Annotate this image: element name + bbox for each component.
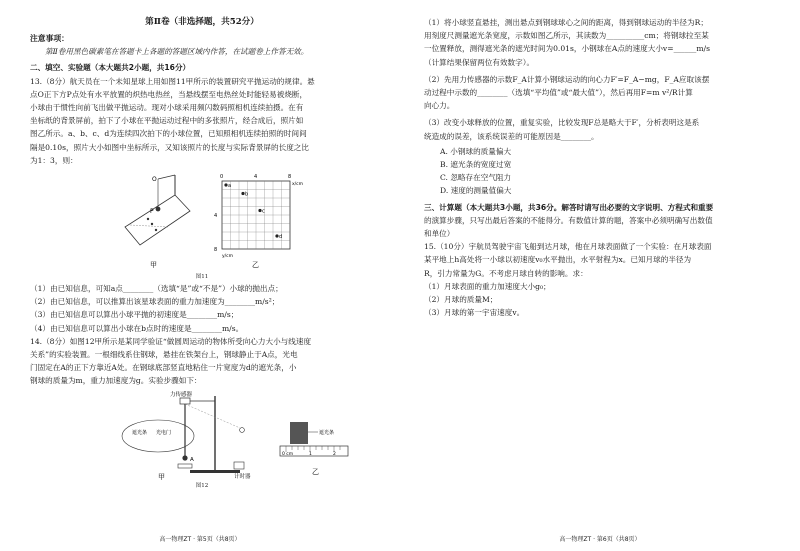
q15-stem <box>424 240 776 280</box>
q14-part2-line: （2）先用力传感器的示数F_A计算小钢球运动的向心力F′=F_A−mg，F_A应取该摆 <box>424 74 710 84</box>
fig12-sensor-label: 力传感器 <box>170 391 193 398</box>
section-three-line: 和单位） <box>424 229 455 239</box>
fig11-tick-y8: 8 <box>214 247 218 254</box>
fig11-label-b: b <box>245 191 249 198</box>
fig11-label-c: c <box>262 208 265 215</box>
q13-line: 图乙所示。a、b、c、d为连续四次拍下的小球位置，已知照相机连续拍照的时间间 <box>30 129 307 139</box>
q14-part1-line: 一位置释放，测得遮光条的遮光时间为0.01s，小钢球在A点的速度大小v=______m/s <box>424 44 711 54</box>
figure-12-caption: 图12 <box>195 482 209 489</box>
q15-sub-3: （3）月球的第一宇宙速度v。 <box>424 308 525 318</box>
q13-stem <box>30 75 374 167</box>
figure-11 <box>30 167 374 273</box>
fig11-label-jia: 甲 <box>150 261 157 270</box>
option-d: D. 速度的测量值偏大 <box>440 186 512 196</box>
notice-text: 第Ⅱ卷用黑色碳素笔在答题卡上各题的答题区域内作答，在试题卷上作答无效。 <box>45 47 309 57</box>
left-footer: 高一物理ZT · 第5页（共8页） <box>159 536 241 543</box>
fig11-tick-x0: 0 <box>220 174 224 181</box>
q14-part1 <box>424 16 776 69</box>
fig12-shield-label-b: 遮光条 <box>319 429 335 436</box>
q14-part1-line: 用刻度尺测量遮光条宽度，示数如图乙所示，其读数为__________cm；将钢球拉至某 <box>424 31 709 41</box>
q15-line: 15.（10分）宇航员驾驶宇宙飞船到达月球，他在月球表面做了一个实验：在月球表面 <box>424 242 712 252</box>
q13-sub-1: （1）由已知信息，可知a点________（选填“是”或“不是”）小球的抛出点； <box>30 284 283 294</box>
fig11-y-unit: y/cm <box>222 254 234 260</box>
figure-11-caption: 图11 <box>195 274 209 281</box>
section-three <box>424 201 776 241</box>
q14-part3-line: （3）改变小球释放的位置，重复实验，比较发现F总是略大于F′，分析表明这是系 <box>424 118 700 128</box>
q14-stem <box>30 335 374 388</box>
fig11-tick-x8: 8 <box>288 174 292 181</box>
figure-12-drawing <box>30 388 374 480</box>
fig12-label-jia: 甲 <box>158 472 165 480</box>
q13-sub-4: （4）由已知信息可以算出小球在b点时的速度是________m/s。 <box>30 323 244 333</box>
fig11-label-a: a <box>228 183 232 190</box>
fig12-ruler <box>280 422 348 476</box>
notice-heading: 注意事项： <box>30 34 69 43</box>
right-footer: 高一物理ZT · 第6页（共8页） <box>559 536 641 543</box>
fig12-label-A: A <box>190 456 194 463</box>
q14-options <box>424 145 776 198</box>
fig12-timer-label: 计时器 <box>234 473 251 480</box>
section-three-heading: 三、计算题（本大题共3小题，共36分。解答时请写出必要的文字说明、方程式和重要 <box>424 202 714 212</box>
option-b: B. 遮光条的宽度过宽 <box>440 160 512 170</box>
fig11-label-O: O <box>152 176 157 184</box>
fig12-shield-label: 遮光条 <box>132 429 148 436</box>
part-title: 第Ⅱ卷（非选择题，共52分） <box>145 17 259 27</box>
q13-line: 13.（8分）航天员在一个未知星球上用如图11甲所示的装置研究平抛运动的规律。悬 <box>30 76 315 86</box>
q14-part3 <box>424 116 776 142</box>
fig12-apparatus <box>122 390 251 480</box>
fig11-label-d: d <box>279 234 283 241</box>
section-two-heading: 二、填空、实验题（本大题共2小题，共16分） <box>30 63 191 73</box>
figure-12 <box>30 388 374 482</box>
fig12-label-yi: 乙 <box>312 467 319 476</box>
q13-line: 隔是0.10s，照片大小如图中坐标所示，又知该照片的长度与实际背景屏的长度之比 <box>30 142 309 152</box>
q14-line: 门固定在A的正下方靠近A处。在钢球底部竖直地粘住一片宽度为d的遮光条，小 <box>30 363 297 373</box>
fig12-ruler-1: 1 <box>309 451 312 457</box>
q15-subquestions <box>424 280 776 320</box>
section-three-line: 的演算步骤，只写出最后答案的不能得分。有数值计算的题，答案中必须明确写出数值 <box>424 215 713 225</box>
fig11-apparatus <box>125 175 190 269</box>
q13-subquestions <box>30 282 374 335</box>
q15-line: 某平地上h高处将一小球以初速度v₀水平抛出，水平射程为x。已知月球的半径为 <box>424 255 692 265</box>
fig11-grid <box>214 174 303 269</box>
q13-line: 为1：3，则： <box>30 155 78 165</box>
right-page <box>400 0 800 551</box>
q13-line: 点O正下方P点处有水平放置的炽热电热丝，当悬线摆至电热丝处时能轻易被烧断， <box>30 89 308 99</box>
fig12-gate-label: 光电门 <box>156 429 172 436</box>
q14-line: 关系”的实验装置。一根细线系住钢球，悬挂在铁架台上，钢球静止于A点，光电 <box>30 350 298 360</box>
q14-part2-line: 动过程中示数的________（选填“平均值”或“最大值”），然后再用F=m v²/R计算 <box>424 88 693 98</box>
fig12-ruler-0: 0 cm <box>282 451 294 457</box>
q14-line: 14.（8分）如图12甲所示是某同学验证“做圆周运动的物体所受向心力大小与线速度 <box>30 336 312 346</box>
q15-line: R，引力常量为G。不考虑月球自转的影响。求： <box>424 268 588 278</box>
q13-line: 坐标纸的背景屏前，拍下了小球在平抛运动过程中的多张照片，经合成后，照片如 <box>30 116 304 126</box>
fig11-x-unit: x/cm <box>292 182 304 188</box>
option-a: A. 小钢球的质量偏大 <box>440 146 512 156</box>
q13-sub-2: （2）由已知信息，可以推算出该星球表面的重力加速度为________m/s²； <box>30 297 280 307</box>
q14-part2-line: 向心力。 <box>424 101 455 111</box>
fig11-label-P: P <box>150 208 154 216</box>
fig11-label-yi: 乙 <box>252 261 259 270</box>
fig11-tick-y4: 4 <box>214 213 218 220</box>
fig12-ruler-2: 2 <box>333 451 336 457</box>
q14-line: 钢球的质量为m，重力加速度为g。实验步骤如下： <box>30 376 202 386</box>
q14-part2 <box>424 73 776 113</box>
q13-line: 小球由于惯性向前飞出做平抛运动。现对小球采用频闪数码照相机连续拍摄。在有 <box>30 103 304 113</box>
q15-sub-1: （1）月球表面的重力加速度大小g₀； <box>424 281 551 291</box>
q14-part3-line: 统造成的误差，该系统误差的可能原因是________。 <box>424 131 599 141</box>
option-c: C. 忽略存在空气阻力 <box>440 173 512 183</box>
q14-part1-line: （1）将小球竖直悬挂，测出悬点到钢球球心之间的距离，得到钢球运动的半径为R； <box>424 18 708 27</box>
fig11-tick-x4: 4 <box>254 174 258 181</box>
figure-11-drawing <box>30 167 374 271</box>
q15-sub-2: （2）月球的质量M； <box>424 295 498 305</box>
q14-part1-line: （计算结果保留两位有效数字）。 <box>424 57 535 67</box>
q13-sub-3: （3）由已知信息可以算出小球平抛的初速度是________m/s； <box>30 310 239 320</box>
